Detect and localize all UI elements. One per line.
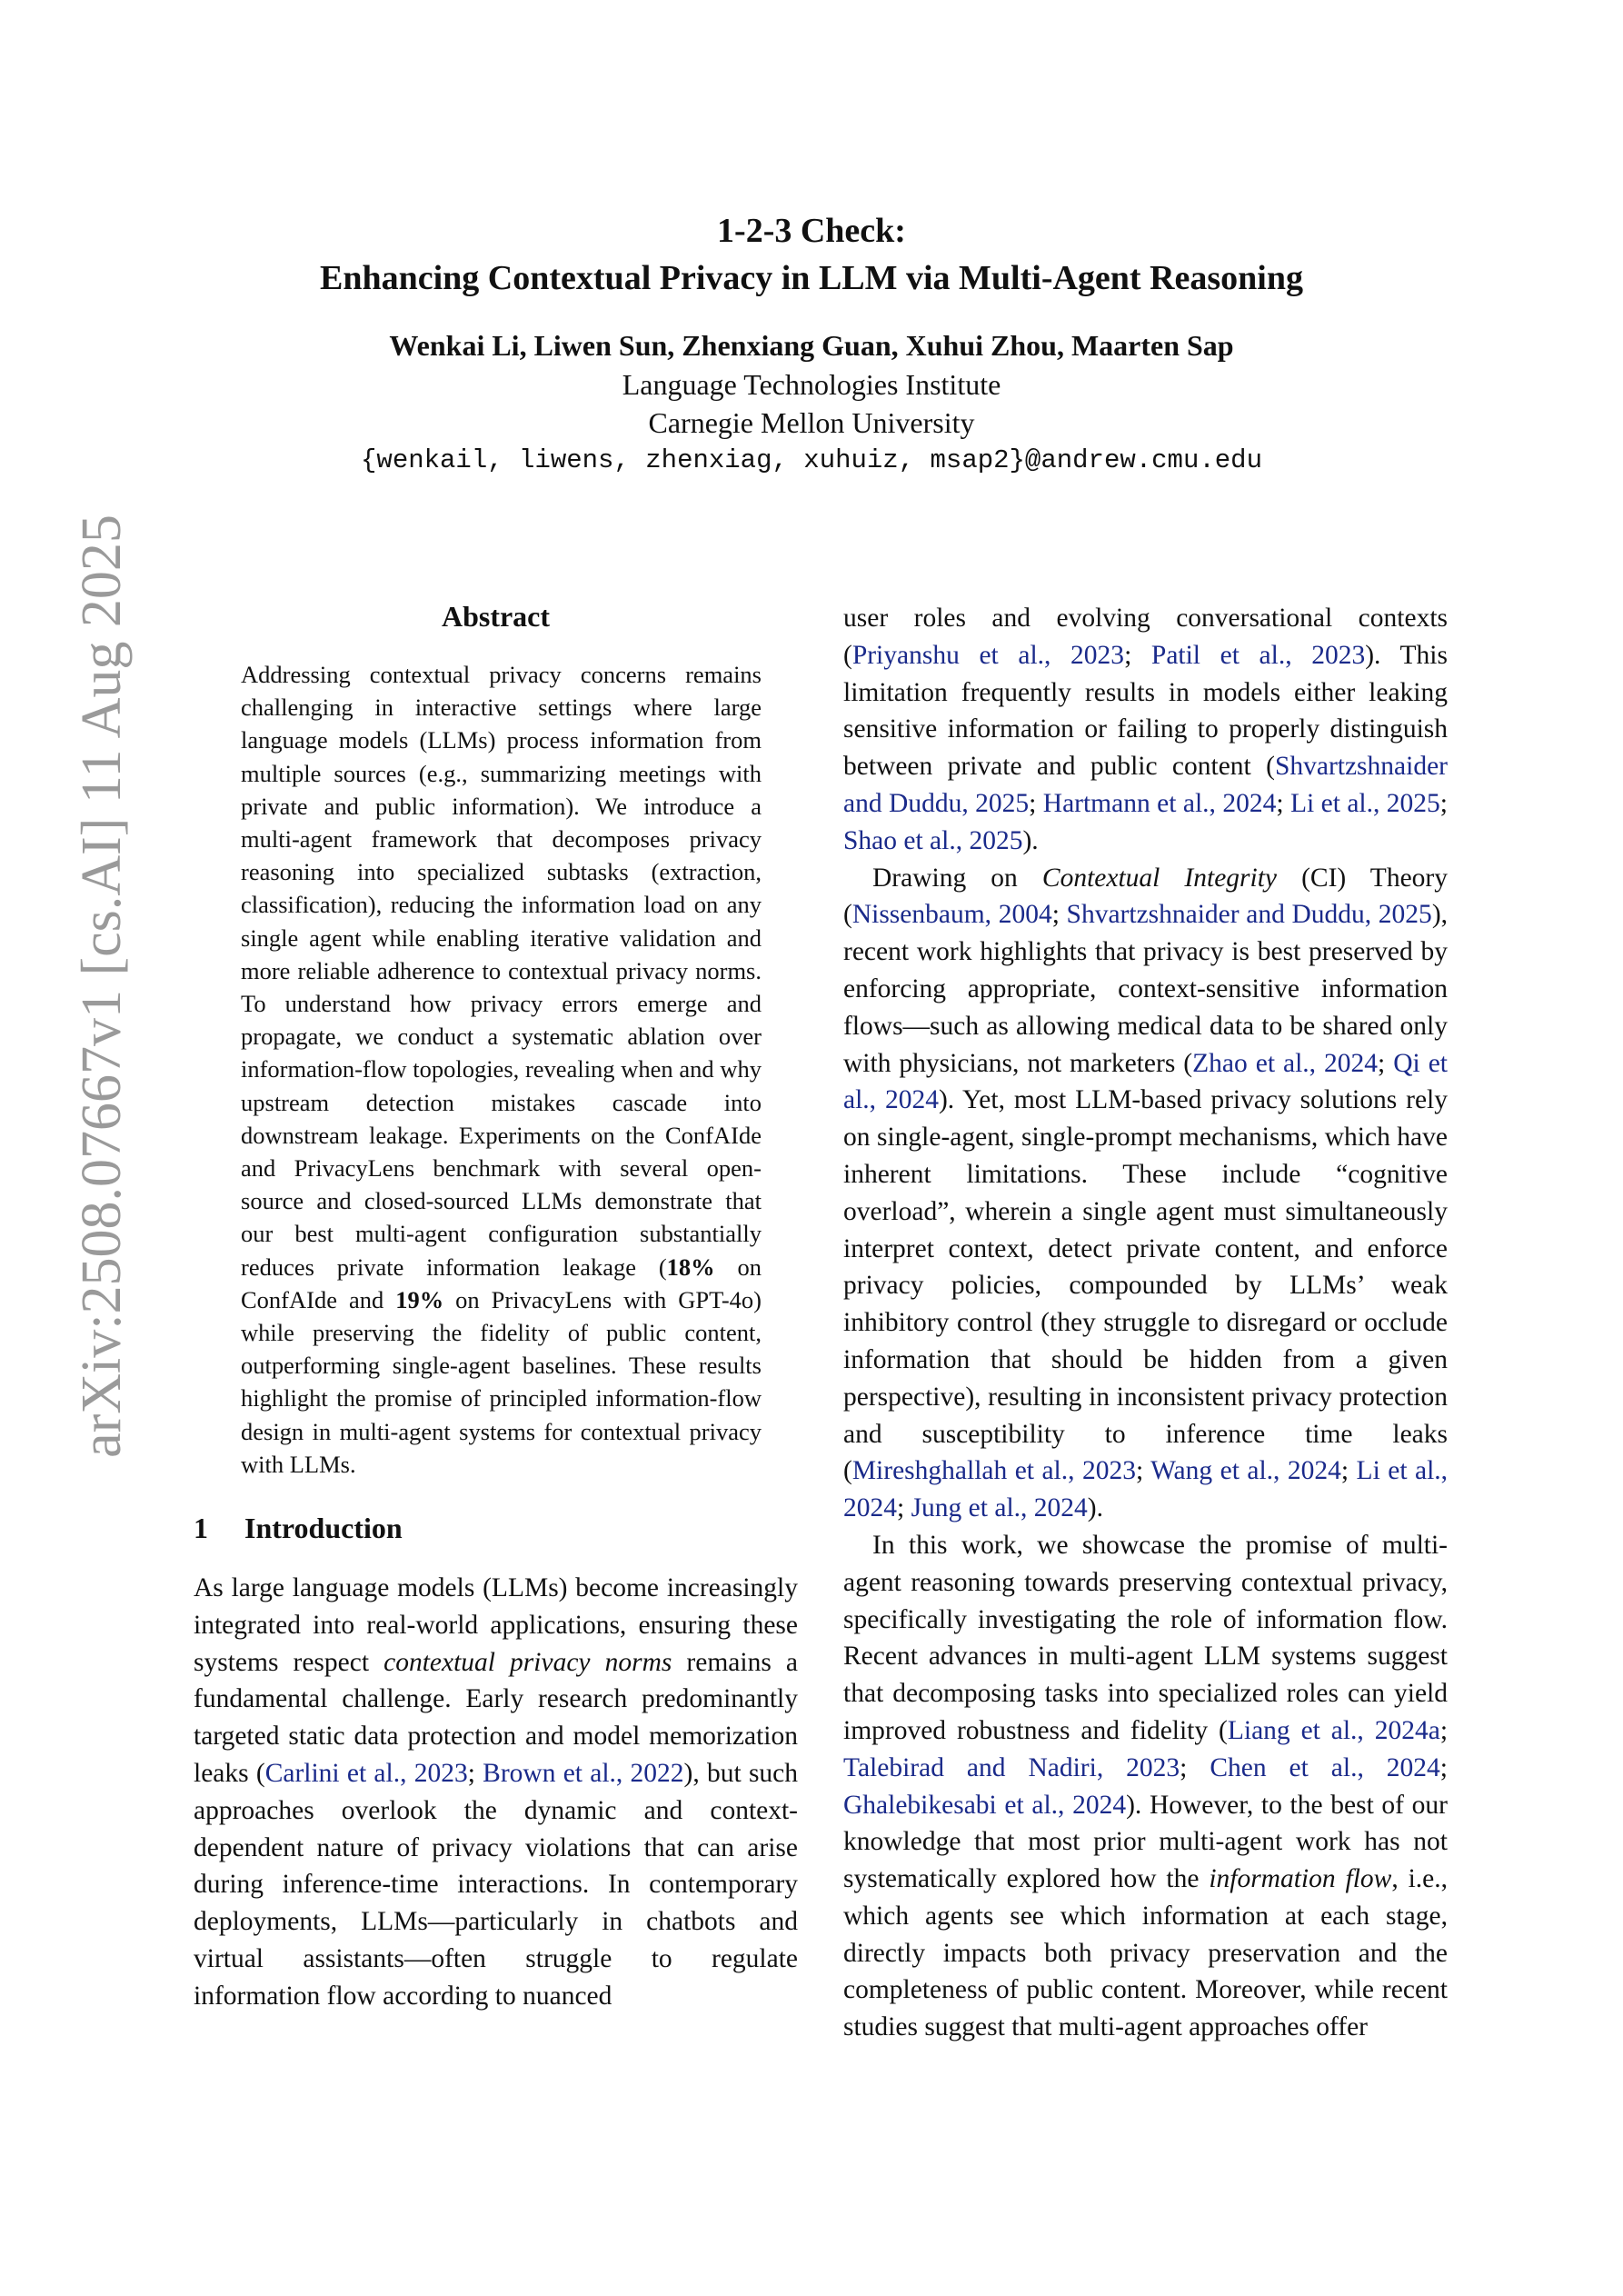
citation-link[interactable]: Carlini et al., 2023 (264, 1759, 468, 1789)
text-run: ; (1340, 1456, 1357, 1486)
section-number: 1 (194, 1512, 208, 1545)
citation-link[interactable]: Priyanshu et al., 2023 (851, 640, 1125, 670)
author-list: Wenkai Li, Liwen Sun, Zhenxiang Guan, Xuhui Zhou, Maarten Sap (389, 329, 1234, 362)
text-run: ; (1378, 1048, 1394, 1078)
abstract-confaide-reduction: 18% (666, 1253, 715, 1281)
text-run: Drawing on (872, 863, 1042, 893)
left-column (194, 600, 798, 2015)
section-heading-introduction (194, 1510, 798, 1546)
emphasis-text: information flow (1209, 1864, 1392, 1894)
title-line-1: 1-2-3 Check: (717, 212, 906, 250)
section-title: Introduction (244, 1512, 403, 1545)
text-run: As large language models (LLMs) become increasingly integrated into real-world applications, ensuring these systems respect (194, 1573, 798, 1677)
text-run: ; (1029, 788, 1043, 818)
abstract-text-part: Addressing contextual privacy concerns remains challenging in interactive settings where large language models (LLMs) process information from multiple sources (e.g., summarizing meetings with private and public information). We introduce a multi-agent framework that decomposes privacy reasoning into specialized subtasks (extraction, classification), reducing the information load on any single agent while enabling iterative validation and more reliable adherence to contextual privacy norms. To understand how privacy errors emerge and propagate, we conduct a systematic ablation over information-flow topologies, revealing when and why upstream detection mistakes cascade into downstream leakage. Experiments on the ConfAIde and PrivacyLens benchmark with several open-source and closed-sourced LLMs demonstrate that our best multi-agent configuration substantially reduces private information leakage ( (241, 661, 762, 1281)
text-run: ), but such approaches overlook the dynamic and context-dependent nature of privacy violations that can arise during inference-time interactions. In contemporary deployments, LLMs—particularly in chatbots and virtual assistants—often struggle to regulate information flow according to nuanced (194, 1759, 799, 2011)
citation-link[interactable]: Shvartzshnaider and Duddu, 2025 (1066, 900, 1432, 930)
text-run: , i.e., which agents see which information at each stage, directly impacts both privacy preservation and the completeness of public content. Moreover, while recent studies suggest that multi-agent approaches offer (843, 1864, 1448, 2042)
citation-link[interactable]: Ghalebikesabi et al., 2024 (843, 1790, 1127, 1820)
text-run: remains a fundamental challenge. Early research predominantly targeted static data protection and model memorization leaks ( (194, 1647, 798, 1789)
text-run: ; (1439, 1752, 1448, 1782)
abstract-text-part: on PrivacyLens with GPT-4o) while preserving the fidelity of public content, outperforming single-agent baselines. These results highlight the promise of principled information-flow design in multi-agent systems for contextual privacy with LLMs. (241, 1285, 762, 1478)
text-run: ). Yet, most LLM-based privacy solutions rely on single-agent, single-prompt mechanisms, which have inherent limitations. These include “cognitive overload”, wherein a single agent must simultaneously interpret context, detect private content, and enforce privacy policies, compounded by LLMs’ weak inhibitory control (they struggle to disregard or occlude information that should be hidden from a given perspective), resulting in inconsistent privacy protection and susceptibility to inference time leaks ( (843, 1085, 1448, 1486)
arxiv-identifier-stamp: arXiv:2508.07667v1 [cs.AI] 11 Aug 2025 (71, 514, 133, 1458)
citation-link[interactable]: Qi et al., 2024 (843, 1048, 1448, 1115)
text-run: ; (467, 1759, 483, 1789)
text-run: ), recent work highlights that privacy is best preserved by enforcing appropriate, context-sensitive information flows—such as allowing medical data to be shared only with physicians, not marketers ( (843, 900, 1449, 1078)
citation-link[interactable]: Mireshghallah et al., 2023 (851, 1456, 1136, 1486)
intro-paragraph-1 (194, 1570, 798, 2015)
emphasis-text: contextual privacy norms (383, 1647, 672, 1677)
emphasis-text: Contextual Integrity (1041, 863, 1278, 893)
right-column (843, 600, 1448, 2046)
citation-link[interactable]: Hartmann et al., 2024 (1042, 788, 1277, 818)
intro-paragraph-continued (843, 600, 1448, 860)
citation-link[interactable]: Shao et al., 2025 (843, 825, 1023, 855)
text-run: (CI) Theory ( (843, 863, 1448, 930)
citation-link[interactable]: Brown et al., 2022 (483, 1759, 684, 1789)
citation-link[interactable]: Patil et al., 2023 (1150, 640, 1366, 670)
text-run: ; (1439, 788, 1448, 818)
abstract-heading: Abstract (441, 600, 551, 633)
text-run: In this work, we showcase the promise of multi-agent reasoning towards preserving contextual privacy, specifically investigating the role of information flow. Recent advances in multi-agent LLM systems suggest that decomposing tasks into specialized roles can yield improved robustness and fidelity ( (843, 1530, 1448, 1745)
abstract-body (241, 658, 762, 1481)
text-run: ; (1135, 1456, 1151, 1486)
text-run: ). This limitation frequently results in models either leaking sensitive information or failing to properly distinguish between private and public content ( (843, 640, 1448, 782)
text-run: ). (1022, 825, 1039, 855)
text-run: ; (897, 1493, 911, 1523)
affiliation-university: Carnegie Mellon University (648, 406, 975, 439)
paper-header (0, 207, 1623, 480)
text-run: ; (1051, 900, 1067, 930)
citation-link[interactable]: Li et al., 2025 (1289, 788, 1440, 818)
abstract-text-part: on ConfAIde and (241, 1253, 762, 1313)
text-run: ). However, to the best of our knowledge that most prior multi-agent work has not systematically explored how the (843, 1790, 1448, 1894)
citation-link[interactable]: Shvartzshnaider and Duddu, 2025 (843, 752, 1448, 818)
citation-link[interactable]: Jung et al., 2024 (911, 1493, 1088, 1523)
affiliation-institute: Language Technologies Institute (622, 368, 1001, 401)
title-line-2: Enhancing Contextual Privacy in LLM via Multi-Agent Reasoning (320, 259, 1303, 297)
citation-link[interactable]: Chen et al., 2024 (1210, 1752, 1440, 1782)
author-emails: {wenkail, liwens, zhenxiag, xuhuiz, msap2}@andrew.cmu.edu (361, 445, 1262, 475)
citation-link[interactable]: Nissenbaum, 2004 (851, 900, 1052, 930)
abstract-privacylens-reduction: 19% (395, 1285, 444, 1313)
paper-title (0, 207, 1623, 302)
citation-link[interactable]: Talebirad and Nadiri, 2023 (843, 1752, 1180, 1782)
text-run: user roles and evolving conversational contexts ( (843, 604, 1448, 670)
citation-link[interactable]: Li et al., 2024 (843, 1456, 1449, 1523)
citation-link[interactable]: Zhao et al., 2024 (1192, 1048, 1379, 1078)
citation-link[interactable]: Liang et al., 2024a (1227, 1715, 1440, 1745)
text-run: ; (1124, 640, 1151, 670)
text-run: ; (1180, 1752, 1210, 1782)
citation-link[interactable]: Wang et al., 2024 (1150, 1456, 1341, 1486)
intro-paragraph-3 (843, 1527, 1448, 2046)
text-run: ; (1276, 788, 1290, 818)
text-run: ; (1439, 1715, 1449, 1745)
intro-paragraph-2 (843, 860, 1448, 1527)
text-run: ). (1087, 1493, 1103, 1523)
